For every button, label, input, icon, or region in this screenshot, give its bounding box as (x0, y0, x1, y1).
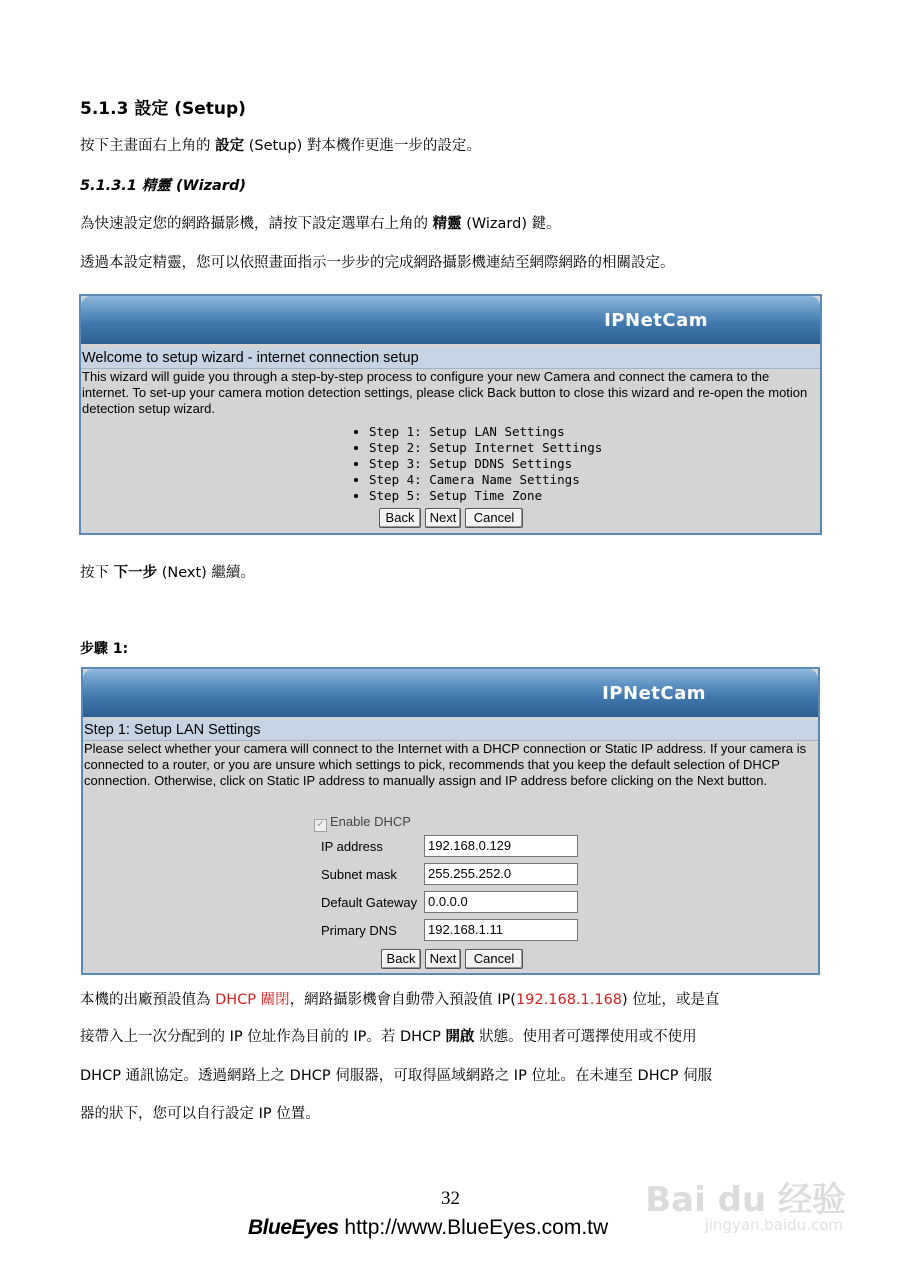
list-item: • Step 3: Setup DDNS Settings (369, 456, 602, 472)
enable-dhcp-checkbox[interactable]: ✓ Enable DHCP (314, 814, 411, 832)
ip-address-label: IP address (321, 839, 383, 854)
body-line-4: 器的狀下，您可以自行設定 IP 位置。 (80, 1106, 320, 1122)
footer (248, 1216, 608, 1240)
brand-title: IPNetCam (604, 310, 708, 331)
next-button[interactable]: Next (425, 508, 461, 528)
list-item: • Step 5: Setup Time Zone (369, 488, 602, 504)
primary-dns-label: Primary DNS (321, 923, 397, 938)
footer-url[interactable]: http://www.BlueEyes.com.tw (344, 1216, 609, 1239)
back-button[interactable]: Back (379, 508, 421, 528)
subnet-mask-input[interactable]: 255.255.252.0 (424, 863, 578, 885)
cancel-button[interactable]: Cancel (465, 949, 523, 969)
default-gateway-label: Default Gateway (321, 895, 418, 910)
next-button[interactable]: Next (425, 949, 461, 969)
cancel-button[interactable]: Cancel (465, 508, 523, 528)
next-instruction: 按下 下一步 (Next) 繼續。 (80, 565, 255, 581)
wizard-paragraph-2: 透過本設定精靈，您可以依照畫面指示一步步的完成網路攝影機連結至網際網路的相關設定。 (80, 255, 675, 271)
brand-title: IPNetCam (602, 683, 706, 704)
panel-title: Welcome to setup wizard - internet connection setup (81, 348, 820, 369)
blueeyes-logo: BlueEyes (248, 1216, 339, 1239)
body-line-2: 接帶入上一次分配到的 IP 位址作為目前的 IP。若 DHCP 開啟 狀態。使用者可選擇使用或不使用 (80, 1029, 697, 1045)
intro-paragraph: 按下主畫面右上角的 設定 (Setup) 對本機作更進一步的設定。 (80, 138, 481, 154)
ip-address-input[interactable]: 192.168.0.129 (424, 835, 578, 857)
body-line-3: DHCP 通訊協定。透過網路上之 DHCP 伺服器，可取得區域網路之 IP 位址。在未連至 DHCP 伺服 (80, 1068, 713, 1084)
panel-title: Step 1: Setup LAN Settings (83, 720, 818, 741)
back-button[interactable]: Back (381, 949, 421, 969)
steps-list (351, 424, 602, 504)
panel-description: This wizard will guide you through a step-by-step process to configure your new Camera and connect the camera to the internet. To set-up your camera motion detection settings, please click Back button to close this wizard and re-open the motion detection setup wizard. (82, 369, 808, 416)
page-number: 32 (441, 1188, 460, 1209)
section-heading: 5.1.3 設定 (Setup) (80, 99, 246, 119)
list-item: • Step 1: Setup LAN Settings (369, 424, 602, 440)
list-item: • Step 2: Setup Internet Settings (369, 440, 602, 456)
watermark-url: jingyan.baidu.com (704, 1216, 843, 1234)
default-gateway-input[interactable]: 0.0.0.0 (424, 891, 578, 913)
body-line-1: 本機的出廠預設值為 DHCP 關閉，網路攝影機會自動帶入預設值 IP(192.168.1.168) 位址，或是直 (80, 992, 720, 1008)
panel-banner (81, 296, 820, 344)
wizard-welcome-panel (79, 294, 822, 535)
panel-banner (83, 669, 818, 717)
subnet-mask-label: Subnet mask (321, 867, 397, 882)
watermark-logo: Bai du 经验 (645, 1180, 846, 1220)
checkbox-icon[interactable]: ✓ (314, 819, 327, 832)
step1-heading: 步驟 1: (80, 641, 129, 657)
lan-settings-panel (81, 667, 820, 975)
panel-description: Please select whether your camera will connect to the Internet with a DHCP connection or Static IP address. If your camera is connected to a router, or you are unsure which settings to pick, recommends that you keep the default selection of DHCP connection. Otherwise, click on Static IP address to manually assign and IP address before clicking on the Next button. (84, 741, 807, 788)
wizard-paragraph: 為快速設定您的網路攝影機，請按下設定選單右上角的 精靈 (Wizard) 鍵。 (80, 216, 561, 232)
sub-heading: 5.1.3.1 精靈 (Wizard) (80, 178, 246, 194)
list-item: • Step 4: Camera Name Settings (369, 472, 602, 488)
primary-dns-input[interactable]: 192.168.1.11 (424, 919, 578, 941)
